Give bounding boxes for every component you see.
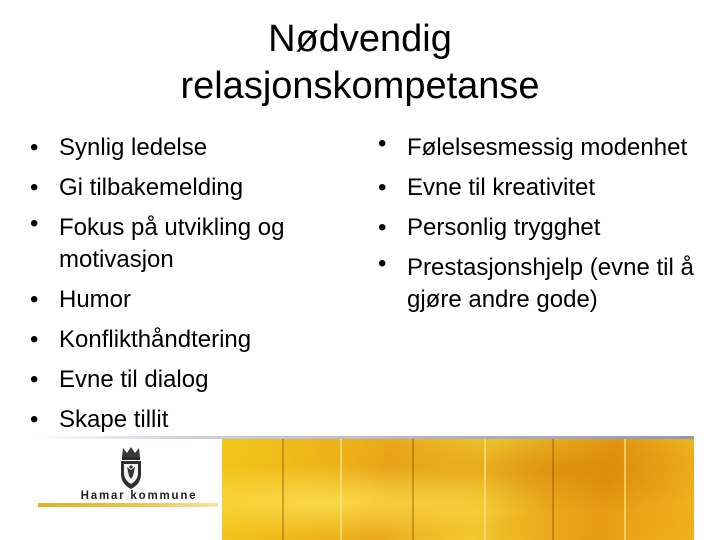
logo-underline <box>38 503 218 507</box>
bullet-item: • Skape tillit <box>26 400 346 440</box>
bullet-item: • Synlig ledelse <box>26 128 346 168</box>
bullet-item: • Personlig trygghet <box>374 208 704 248</box>
bullet-item: • Følelsesmessig modenhet <box>374 128 704 168</box>
left-bullet-list <box>26 128 346 440</box>
bullet-item: • Gi tilbakemelding <box>26 168 346 208</box>
footer-decorative-image <box>222 439 694 540</box>
bullet-item: • Prestasjonshjelp (evne til å gjøre andre gode) <box>374 248 704 320</box>
bullet-item: • Evne til kreativitet <box>374 168 704 208</box>
bullet-item: • Humor <box>26 280 346 320</box>
bullet-item: • Evne til dialog <box>26 360 346 400</box>
bullet-item: • Fokus på utvikling og motivasjon <box>26 208 346 280</box>
bullet-item: • Konflikthåndtering <box>26 320 346 360</box>
title-line-2: relasjonskompetanse <box>180 65 540 107</box>
municipality-logo-text: Hamar kommune <box>80 490 198 502</box>
right-bullet-list <box>374 128 704 320</box>
title-line-1: Nødvendig <box>268 18 452 60</box>
municipality-crest-icon <box>114 446 148 490</box>
slide-title <box>40 16 680 110</box>
